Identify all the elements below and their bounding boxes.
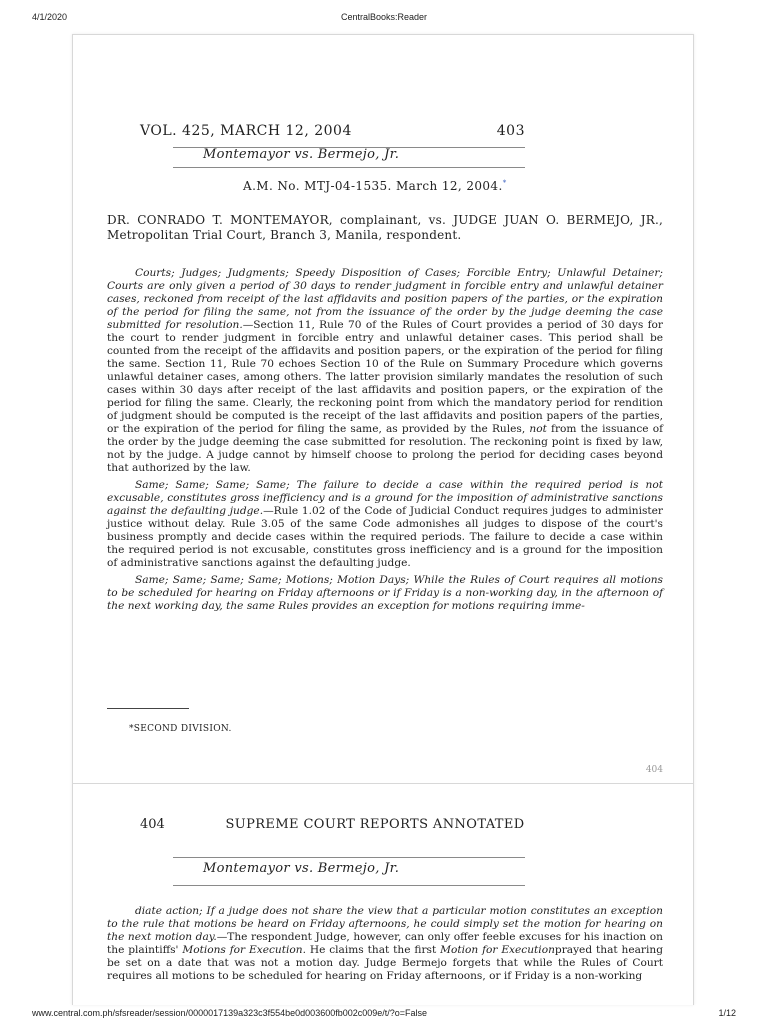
footnote-separator <box>107 708 189 709</box>
parties: DR. CONRADO T. MONTEMAYOR, complainant, vs. JUDGE JUAN O. BERMEJO, JR., Metropolitan Trial Court, Branch 3, Manila, respondent. <box>107 213 663 242</box>
footnote-link[interactable]: * <box>502 179 507 187</box>
syllabus-body <box>107 267 663 617</box>
syllabus-text: from the issuance of the order by the judge deeming the case submitted for resolution. The reckoning point is fixed by law, not by the judge. A judge cannot by himself choose to prolong the period for deciding cases beyond that authorized by the law. <box>107 423 664 474</box>
syllabus-keywords: Courts; Judges; Judgments; Speedy Disposition of Cases; Forcible Entry; Unlawful Detainer; Courts are only given a period of 30 days to render judgment in forcible entry and unlawful detainer cases, reckoned from receipt of the last affidavits and position papers of the parties, or the expiration of the period for filing the same, not from the issuance of the order by the judge deeming the case submitted for resolution. <box>107 267 663 331</box>
continued-emphasis: Motions for Execution <box>182 944 303 956</box>
footnote: *SECOND DIVISION. <box>129 724 232 734</box>
page2-number: 404 <box>140 817 165 832</box>
continued-emphasis: Motion for Execution <box>440 944 555 956</box>
page2-case-title: Montemayor vs. Bermejo, Jr. <box>203 861 400 876</box>
page-divider <box>73 783 693 784</box>
syllabus-text: —Rule 1.02 of the Code of Judicial Conduct requires judges to administer justice without delay. Rule 3.05 of the same Code admonishes all judges to dispose of the court's business promptly and decide cases within the required periods. The failure to decide a case within the required period is not excusable, constitutes gross inefficiency and is a ground for the imposition of administrative sanctions against the defaulting judge. <box>107 505 663 569</box>
next-page-label: 404 <box>645 765 663 775</box>
page2-rule <box>173 857 525 858</box>
case-title: Montemayor vs. Bermejo, Jr. <box>203 147 400 162</box>
volume-label: VOL. 425, MARCH 12, 2004 <box>140 123 352 139</box>
syllabus-keywords: Same; Same; Same; Same; Motions; Motion Days; While the Rules of Court requires all motions to be scheduled for hearing on Friday afternoons or if Friday is a non-working day, in the afternoon of the next working day, the same Rules provides an exception for motions requiring imme- <box>107 574 663 612</box>
continued-paragraph <box>107 905 663 983</box>
print-url: www.central.com.ph/sfsreader/session/0000017139a323c3f554be0d003600fb002c009e/t/?o=False <box>32 1008 428 1018</box>
am-number-text: A.M. No. MTJ-04-1535. March 12, 2004. <box>243 179 503 193</box>
page2-rule-bottom <box>173 885 525 886</box>
continued-text: —The respondent Judge, however, can only offer feeble excuses for his inaction on the plaintiffs' <box>107 931 663 956</box>
page-number: 403 <box>496 123 525 139</box>
print-title: CentralBooks:Reader <box>340 12 428 22</box>
syllabus-keywords: Same; Same; Same; Same; The failure to decide a case within the required period is not excusable, constitutes gross inefficiency and is a ground for the imposition of administrative sanctions against the defaulting judge. <box>107 479 663 517</box>
continued-keywords: diate action; If a judge does not share the view that a particular motion constitutes an exception to the rule that motions be heard on Friday afternoons, he could simply set the motion for hearing on the next motion day. <box>107 905 663 943</box>
print-date: 4/1/2020 <box>32 12 68 22</box>
syllabus-emphasis: not <box>529 423 547 435</box>
page2-body <box>107 905 663 987</box>
continued-text: prayed that hearing be set on a date that was not a motion day. Judge Bermejo forgets that while the Rules of Court requires all motions to be scheduled for hearing on Friday afternoons, or if Friday is a non-working <box>107 944 663 982</box>
header-rule-bottom <box>173 167 525 168</box>
reader-page <box>72 34 694 1005</box>
continued-text: . He claims that the first <box>302 944 441 956</box>
print-footer <box>0 1004 768 1024</box>
syllabus-text: —Section 11, Rule 70 of the Rules of Court provides a period of 30 days for the court to render judgment in forcible entry and unlawful detainer cases. This period shall be counted from the receipt of the affidavits and position papers, or the expiration of the period for filing the same. Section 11, Rule 70 echoes Section 10 of the Rule on Summary Procedure which governs unlawful detainer cases, among others. The latter provision similarly mandates the resolution of such cases within 30 days after receipt of the last affidavits and position papers, or the expiration of the period for filing the same. Clearly, the reckoning point from which the mandatory period for rendition of judgment should be computed is the receipt of the last affidavits and position papers of the parties, or the expiration of the period for filing the same, as provided by the Rules, <box>107 319 663 435</box>
print-header <box>0 0 768 30</box>
syllabus-paragraph <box>107 267 663 475</box>
am-number <box>243 179 507 193</box>
syllabus-paragraph <box>107 479 663 570</box>
syllabus-paragraph <box>107 574 663 613</box>
reporter-title: SUPREME COURT REPORTS ANNOTATED <box>225 817 525 832</box>
print-page-count: 1/12 <box>718 1008 736 1018</box>
